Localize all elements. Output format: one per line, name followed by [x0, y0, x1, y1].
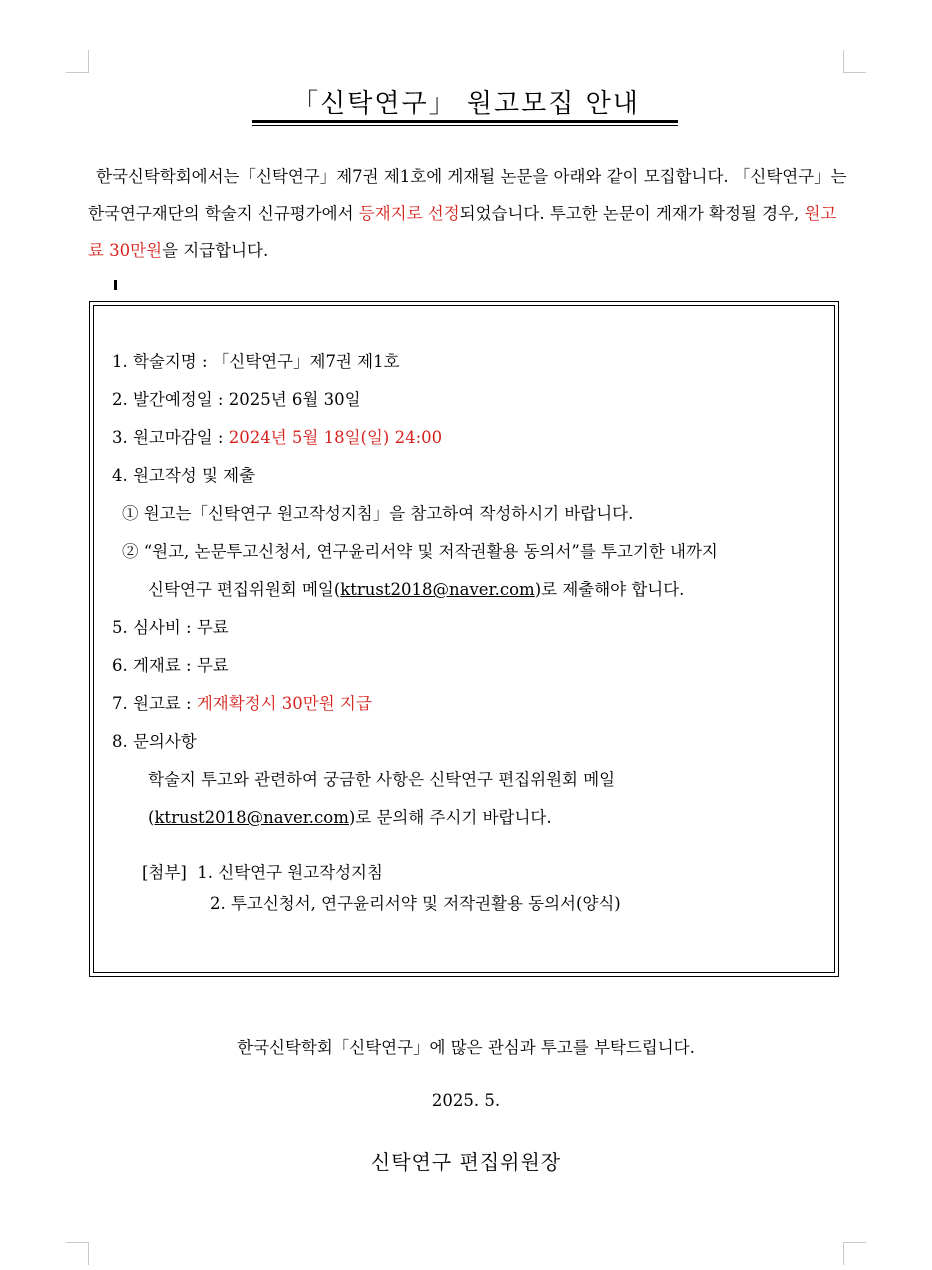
- intro-text-1: 한국신탁학회에서는「신탁연구」제7권 제1호에 게재될 논문을 아래와 같이 모집합니다. 「신탁연구」는 한국연구재단의 학술지 신규평가에서: [88, 167, 847, 223]
- item-journal-name: 1. 학술지명 : 「신탁연구」제7권 제1호: [112, 352, 400, 371]
- page-corner-mark-top-left: [66, 50, 89, 73]
- document-title: 「신탁연구」 원고모집 안내: [292, 89, 640, 119]
- submission-email-post: )로 제출해야 합니다.: [534, 580, 685, 599]
- item-submission-documents: ② “원고, 논문투고신청서, 연구윤리서약 및 저작권활용 동의서”를 투고기한 내까지: [122, 542, 718, 561]
- item-inquiries-heading: 8. 문의사항: [112, 732, 197, 751]
- item-submission-email-line: [148, 576, 684, 600]
- item-review-fee: 5. 심사비 : 무료: [112, 618, 229, 637]
- item-manuscript-fee: [112, 690, 372, 714]
- item-manuscript-fee-label: 7. 원고료 :: [112, 694, 197, 713]
- page-corner-mark-top-right: [843, 50, 866, 73]
- item-manuscript-fee-value: 게재확정시 30만원 지급: [196, 694, 372, 713]
- item-publication-date: 2. 발간예정일 : 2025년 6월 30일: [112, 390, 361, 409]
- item-inquiries-line1: 학술지 투고와 관련하여 궁금한 사항은 신탁연구 편집위원회 메일: [148, 770, 616, 789]
- page-corner-mark-bottom-right: [843, 1242, 866, 1265]
- intro-paragraph: [88, 158, 848, 269]
- intro-highlight-selection: 등재지로 선정: [358, 204, 460, 223]
- page-corner-mark-bottom-left: [66, 1242, 89, 1265]
- item-publication-fee: 6. 게재료 : 무료: [112, 656, 229, 675]
- inquiries-email-post: )로 문의해 주시기 바랍니다.: [348, 808, 552, 827]
- intro-text-3: 을 지급합니다.: [162, 241, 269, 260]
- submission-email-pre: 신탁연구 편집위원회 메일(: [148, 580, 341, 599]
- attachments-line1: [142, 859, 383, 883]
- intro-text-2: 되었습니다. 투고한 논문이 게재가 확정될 경우,: [459, 204, 805, 223]
- closing-message: 한국신탁학회「신탁연구」에 많은 관심과 투고를 부탁드립니다.: [237, 1038, 695, 1057]
- title-underline-thick: [252, 120, 678, 123]
- item-submission-heading: 4. 원고작성 및 제출: [112, 466, 256, 485]
- closing-date: 2025. 5.: [431, 1091, 501, 1110]
- attachment-1: 1. 신탁연구 원고작성지침: [197, 863, 383, 882]
- item-deadline: [112, 424, 442, 448]
- item-deadline-value: 2024년 5월 18일(일) 24:00: [228, 428, 443, 447]
- attachment-2: 2. 투고신청서, 연구윤리서약 및 저작권활용 동의서(양식): [210, 894, 621, 913]
- text-cursor: [114, 280, 117, 290]
- attachments-label: [첨부]: [142, 863, 187, 882]
- inquiries-email-pre: (: [148, 808, 155, 827]
- intro-highlight-fee: 원고료 30만원: [88, 204, 837, 260]
- submission-email-link[interactable]: ktrust2018@naver.com: [340, 580, 535, 599]
- item-deadline-label: 3. 원고마감일 :: [112, 428, 229, 447]
- item-inquiries-line2: [148, 804, 552, 828]
- item-submission-guideline: ① 원고는「신탁연구 원고작성지침」을 참고하여 작성하시기 바랍니다.: [122, 504, 634, 523]
- closing-signature: 신탁연구 편집위원장: [370, 1150, 562, 1174]
- inquiries-email-link[interactable]: ktrust2018@naver.com: [154, 808, 349, 827]
- title-underline-thin: [252, 125, 678, 126]
